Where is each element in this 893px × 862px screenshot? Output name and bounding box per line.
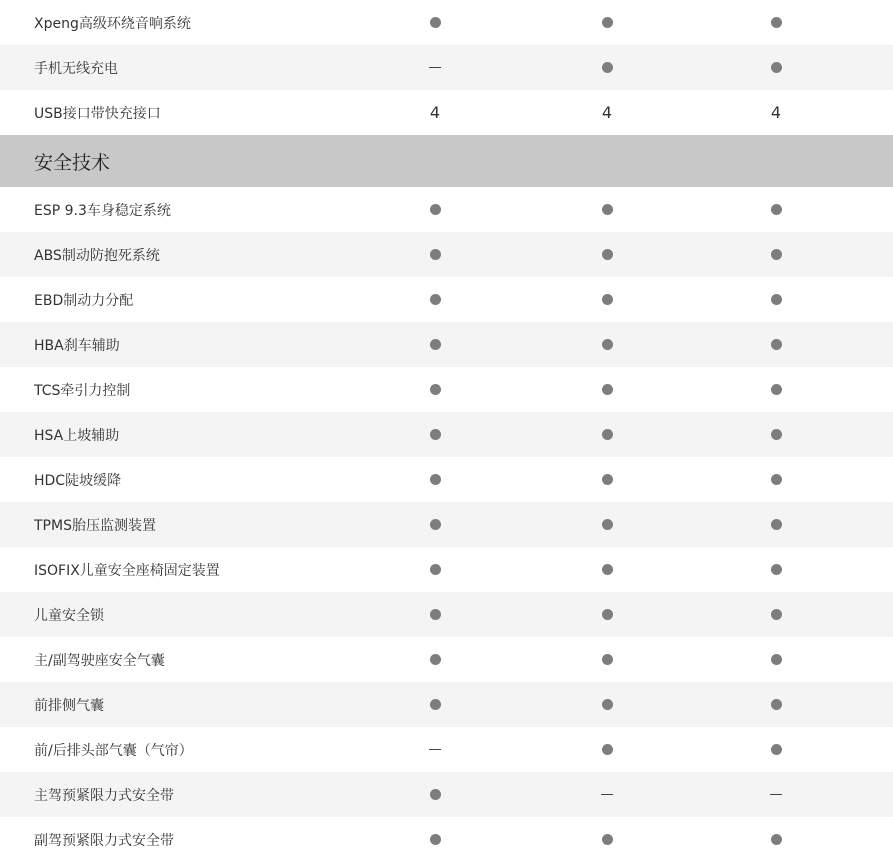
filled-circle-icon [602,17,613,28]
table-row [0,0,893,45]
value-cell-2 [577,592,637,637]
filled-circle-icon [771,249,782,260]
feature-label: 手机无线充电 [34,60,118,77]
filled-circle-icon [771,474,782,485]
feature-label: 前排侧气囊 [34,697,104,714]
filled-circle-icon [602,249,613,260]
value-cell-3 [746,592,806,637]
feature-label: 前/后排头部气囊（气帘） [34,742,193,759]
value-cell-2 [577,0,637,45]
value-cell-2 [577,637,637,682]
filled-circle-icon [430,564,441,575]
feature-label: HSA上坡辅助 [34,427,120,444]
value-cell-2 [577,277,637,322]
filled-circle-icon [771,62,782,73]
feature-label: Xpeng高级环绕音响系统 [34,15,191,32]
filled-circle-icon [430,789,441,800]
filled-circle-icon [602,654,613,665]
value-cell-2 [577,817,637,862]
value-cell-3 [746,772,806,817]
filled-circle-icon [430,294,441,305]
feature-label: HBA刹车辅助 [34,337,120,354]
dash-icon [601,794,613,796]
value-cell-3 [746,547,806,592]
value-cell-2 [577,412,637,457]
table-row [0,232,893,277]
filled-circle-icon [602,204,613,215]
table-row [0,772,893,817]
filled-circle-icon [771,564,782,575]
value-cell-1 [405,592,465,637]
filled-circle-icon [430,474,441,485]
filled-circle-icon [602,519,613,530]
value-cell-1 [405,45,465,90]
filled-circle-icon [602,339,613,350]
filled-circle-icon [602,474,613,485]
dash-icon [429,749,441,751]
table-row [0,187,893,232]
dash-icon [429,67,441,69]
value-cell-1 [405,817,465,862]
filled-circle-icon [771,339,782,350]
value-count: 4 [770,103,782,122]
table-row [0,322,893,367]
value-cell-1 [405,187,465,232]
feature-label: 儿童安全锁 [34,607,104,624]
filled-circle-icon [430,519,441,530]
value-cell-1 [405,637,465,682]
filled-circle-icon [602,744,613,755]
value-cell-3 [746,232,806,277]
filled-circle-icon [771,519,782,530]
value-cell-3 [746,187,806,232]
value-cell-2 [577,322,637,367]
value-cell-2 [577,90,637,135]
value-cell-3 [746,90,806,135]
value-cell-3 [746,45,806,90]
feature-label: USB接口带快充接口 [34,105,161,122]
value-cell-2 [577,187,637,232]
table-row [0,592,893,637]
filled-circle-icon [602,429,613,440]
feature-label: 副驾预紧限力式安全带 [34,832,174,849]
value-cell-1 [405,772,465,817]
table-row [0,547,893,592]
value-cell-2 [577,772,637,817]
value-cell-3 [746,412,806,457]
table-row [0,727,893,772]
table-row [0,277,893,322]
table-row [0,682,893,727]
value-cell-2 [577,502,637,547]
filled-circle-icon [771,654,782,665]
filled-circle-icon [602,699,613,710]
value-cell-3 [746,322,806,367]
filled-circle-icon [771,744,782,755]
filled-circle-icon [602,834,613,845]
filled-circle-icon [771,834,782,845]
filled-circle-icon [771,609,782,620]
value-cell-2 [577,232,637,277]
value-cell-1 [405,367,465,412]
feature-label: 主/副驾驶座安全气囊 [34,652,165,669]
value-cell-2 [577,457,637,502]
filled-circle-icon [771,699,782,710]
filled-circle-icon [771,17,782,28]
feature-label: ESP 9.3车身稳定系统 [34,202,171,219]
filled-circle-icon [430,654,441,665]
filled-circle-icon [430,834,441,845]
value-cell-1 [405,277,465,322]
table-row [0,367,893,412]
value-cell-2 [577,45,637,90]
filled-circle-icon [602,609,613,620]
section-header [0,135,893,187]
value-cell-3 [746,727,806,772]
table-row [0,637,893,682]
value-cell-1 [405,682,465,727]
feature-label: 主驾预紧限力式安全带 [34,787,174,804]
value-count: 4 [601,103,613,122]
value-cell-2 [577,367,637,412]
filled-circle-icon [771,384,782,395]
filled-circle-icon [430,339,441,350]
filled-circle-icon [602,384,613,395]
table-row [0,817,893,862]
filled-circle-icon [430,384,441,395]
value-cell-3 [746,637,806,682]
filled-circle-icon [430,699,441,710]
value-cell-3 [746,682,806,727]
value-cell-1 [405,90,465,135]
value-cell-2 [577,682,637,727]
filled-circle-icon [602,62,613,73]
value-cell-3 [746,367,806,412]
filled-circle-icon [430,17,441,28]
value-cell-3 [746,502,806,547]
table-row [0,502,893,547]
dash-icon [770,794,782,796]
value-cell-1 [405,412,465,457]
value-cell-1 [405,727,465,772]
filled-circle-icon [771,294,782,305]
value-cell-1 [405,547,465,592]
value-cell-1 [405,502,465,547]
value-count: 4 [429,103,441,122]
feature-label: ISOFIX儿童安全座椅固定装置 [34,562,220,579]
filled-circle-icon [430,249,441,260]
table-row [0,412,893,457]
table-row [0,457,893,502]
filled-circle-icon [430,429,441,440]
value-cell-1 [405,322,465,367]
filled-circle-icon [602,564,613,575]
value-cell-1 [405,457,465,502]
filled-circle-icon [771,429,782,440]
filled-circle-icon [430,609,441,620]
value-cell-3 [746,457,806,502]
value-cell-3 [746,277,806,322]
value-cell-2 [577,547,637,592]
feature-label: EBD制动力分配 [34,292,134,309]
value-cell-3 [746,817,806,862]
filled-circle-icon [771,204,782,215]
table-row [0,90,893,135]
table-row [0,45,893,90]
value-cell-2 [577,727,637,772]
feature-label: HDC陡坡缓降 [34,472,122,489]
feature-label: TPMS胎压监测装置 [34,517,156,534]
filled-circle-icon [602,294,613,305]
section-title: 安全技术 [34,151,111,174]
filled-circle-icon [430,204,441,215]
feature-label: TCS牵引力控制 [34,382,131,399]
feature-label: ABS制动防抱死系统 [34,247,160,264]
value-cell-3 [746,0,806,45]
value-cell-1 [405,232,465,277]
value-cell-1 [405,0,465,45]
